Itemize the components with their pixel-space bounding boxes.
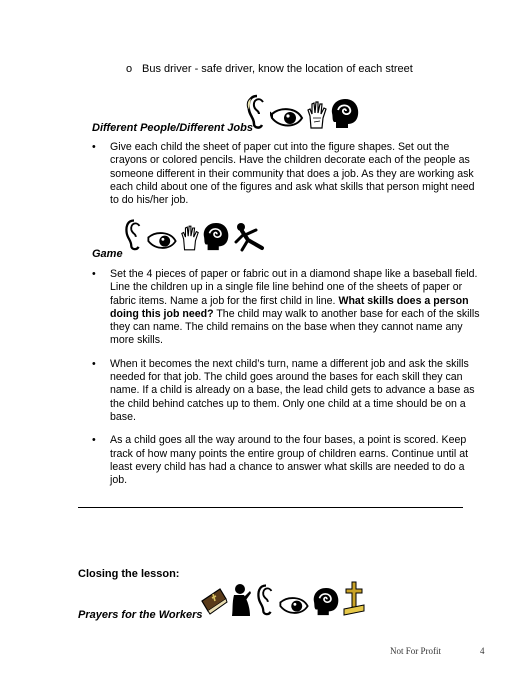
eye-icon [146, 232, 178, 252]
head-thinking-icon [202, 222, 230, 252]
eye-icon [270, 108, 304, 130]
sub-bullet-text: Bus driver - safe driver, know the location of each street [142, 63, 413, 75]
bible-icon [200, 583, 228, 617]
bullet-list-jobs [92, 141, 484, 217]
game-rule-1-text: Set the 4 pieces of paper or fabric out in a diamond shape like a baseball field. Line the children up in a single file line behind one of the sheets of paper or fabric items. Name a job for the first child in line. [110, 268, 478, 307]
head-thinking-icon [312, 587, 340, 617]
list-item: • As a child goes all the way around to the four bases, a point is scored. Keep track of how many points the entire group of children earns. Continue until at least every child has had a chance to answer what skills are needed to do a job. [92, 434, 484, 487]
list-item: • When it becomes the next child’s turn, name a different job and ask the skills needed for that job. The child goes around the bases for each skill they can name. If a child is already on a base, the lead child gets to advance a base as the child behind catches up to them. Only one child at a time should be on a base. [92, 358, 484, 424]
ear-icon [256, 583, 276, 617]
ear-icon [124, 218, 144, 252]
sub-bullet-bus-driver [126, 62, 413, 76]
page-number: 4 [480, 646, 485, 656]
hand-icon [306, 100, 328, 130]
footer-text: Not For Profit [390, 646, 442, 656]
closing-heading: Closing the lesson: [78, 568, 180, 580]
sub-bullet-marker: o [126, 63, 133, 75]
section-icons-game [124, 218, 266, 252]
head-thinking-icon [330, 98, 360, 130]
hand-icon [180, 224, 200, 252]
closing-subheading: Prayers for the Workers [78, 609, 203, 621]
section-heading-jobs: Different People/Different Jobs [92, 122, 253, 134]
game-rule-1-text-cont: The child may walk to another base for each of the skills they can name. The child remains on the base when they cannot name any more skills. [110, 307, 480, 347]
section-icons-jobs [246, 94, 360, 130]
body-movement-icon [232, 222, 266, 252]
closing-icons [200, 581, 366, 617]
section-heading-game: Game [92, 248, 123, 260]
closing-subheading-row [78, 581, 203, 621]
section-heading-row-jobs [92, 94, 253, 134]
bullet-list-game [92, 268, 484, 497]
eye-icon [278, 597, 310, 617]
section-heading-row-game [92, 218, 123, 260]
praying-child-icon [230, 583, 254, 617]
list-item [92, 268, 484, 348]
list-item: • Give each child the sheet of paper cut into the figure shapes. Set out the crayons or colored pencils. Have the children decorate each of the people as someone different in their community that does a job. As they are working ask each child about one of the figures and ask what skills that person might need to do his/her job. [92, 141, 484, 207]
section-divider [78, 507, 463, 508]
cross-icon [342, 581, 366, 617]
game-rule-1-question: What skills does a person doing this job need? [110, 294, 469, 320]
ear-icon [246, 94, 268, 130]
